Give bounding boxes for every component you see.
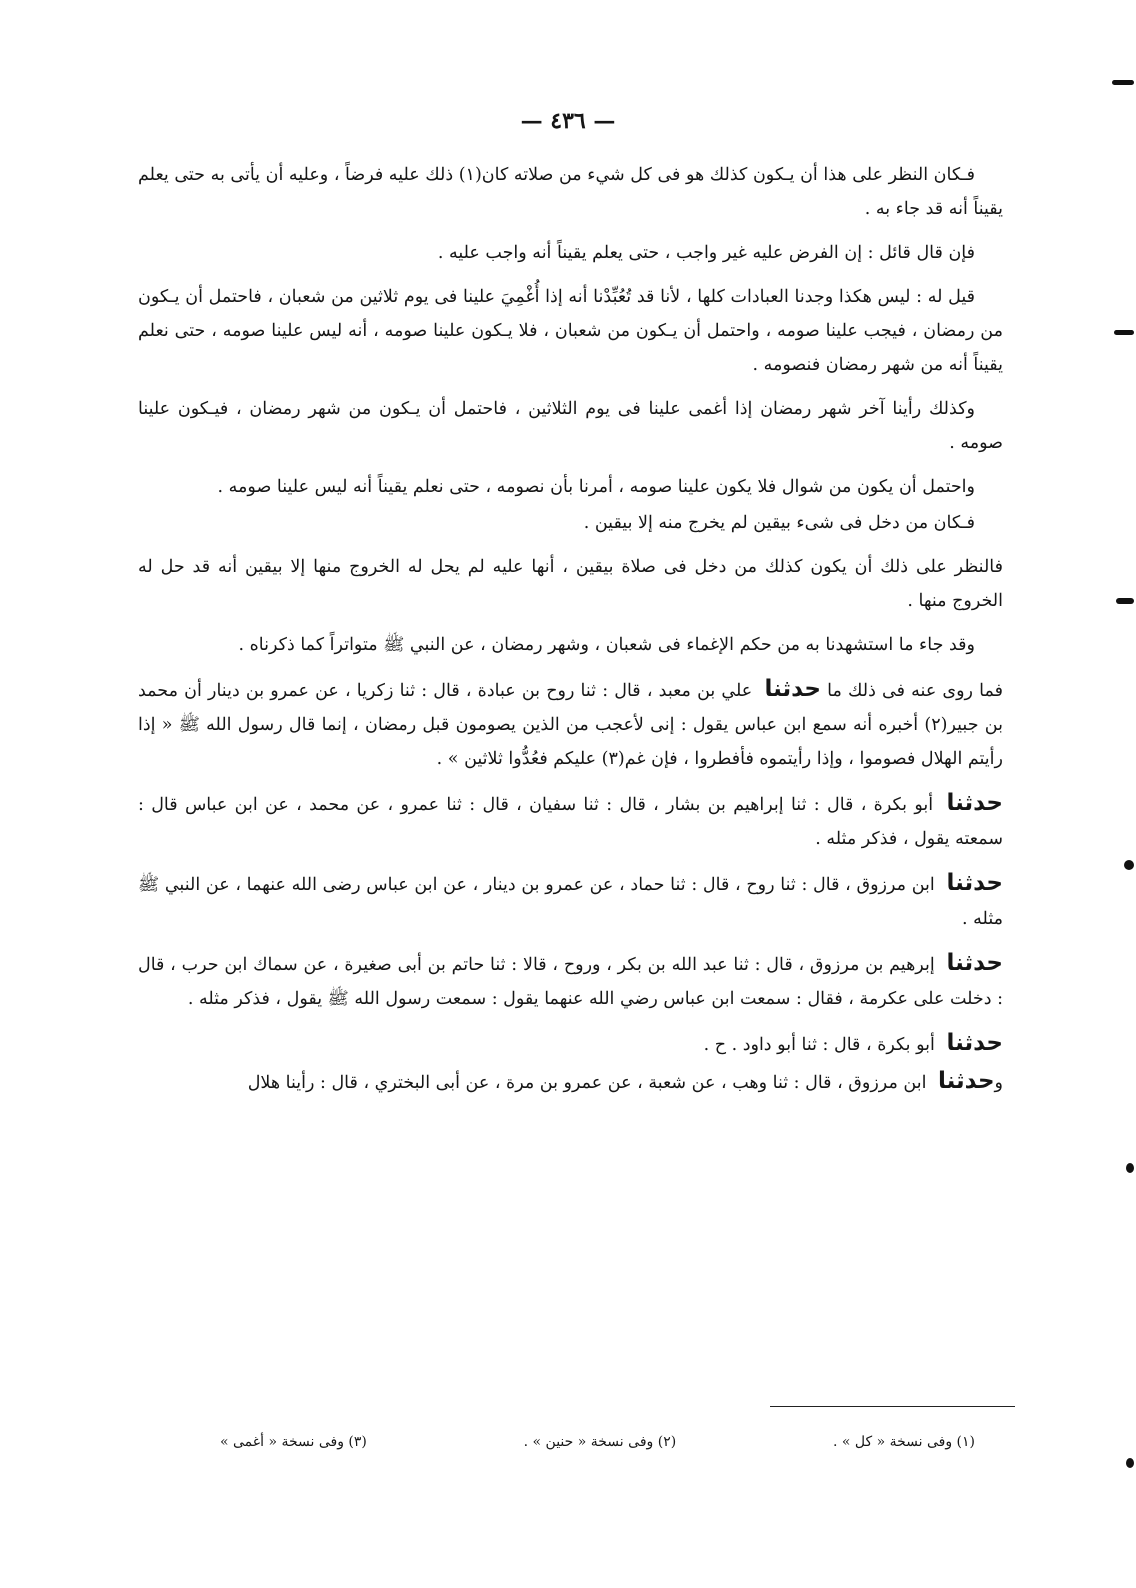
hadith-text: أبو بكرة ، قال : ثنا أبو داود . ح . bbox=[703, 1035, 935, 1055]
hadith-entry bbox=[138, 1026, 1003, 1062]
margin-mark bbox=[1116, 598, 1134, 604]
hadith-entry bbox=[138, 946, 1003, 1016]
paragraph: قيل له : ليس هكذا وجدنا العبادات كلها ، لأنا قد تُعُبِّدْنا أنه إذا أُغْمِيَ علينا فى يوم ثلاثين من شعبان ، فاحتمل أن يـكون من رمضان ، فيجب علينا صومه ، واحتمل أن يـكون من شعبان ، فلا يـكون علينا صومه ، أنه ليس علينا صومه ، حتى نعلم يقيناً أنه من شهر رمضان فنصومه . bbox=[138, 287, 1003, 375]
footnote-divider bbox=[770, 1406, 1015, 1407]
hadith-keyword: حدثنا bbox=[946, 870, 1003, 896]
hadith-keyword: حدثنا bbox=[946, 1030, 1003, 1056]
paragraph: وكذلك رأينا آخر شهر رمضان إذا أغمى علينا فى يوم الثلاثين ، فاحتمل أن يـكون من شهر رمضان ، فيـكون علينا صومه . bbox=[138, 399, 1003, 453]
hadith-entry bbox=[138, 786, 1003, 856]
footnote-1: (١) وفى نسخة « كل » . bbox=[832, 1434, 975, 1450]
hadith-entry bbox=[138, 1064, 1003, 1100]
margin-mark bbox=[1124, 860, 1134, 870]
paragraph: فـكان من دخل فى شىء بيقين لم يخرج منه إلا بيقين . bbox=[583, 513, 975, 533]
hadith-prefix: فما روى عنه فى ذلك ما bbox=[827, 681, 1003, 701]
footnotes bbox=[220, 1434, 975, 1450]
hadith-text: ابن مرزوق ، قال : ثنا روح ، قال : ثنا حماد ، عن عمرو بن دينار ، عن ابن عباس رضى الله عنهما ، عن النبي ﷺ مثله . bbox=[138, 875, 1003, 929]
paragraph: فـكان النظر على هذا أن يـكون كذلك هو فى كل شيء من صلاته كان(١) ذلك عليه فرضاً ، وعليه أن يأتى به حتى يعلم يقيناً أنه قد جاء به . bbox=[138, 165, 1003, 219]
page-number: — ٤٣٦ — bbox=[520, 108, 616, 134]
margin-mark bbox=[1126, 1163, 1134, 1173]
hadith-text: إبرهيم بن مرزوق ، قال : ثنا عبد الله بن بكر ، وروح ، قالا : ثنا حاتم بن أبى صغيرة ، عن سماك ابن حرب ، قال : دخلت على عكرمة ، فقال : سمعت ابن عباس رضي الله عنهما يقول : سمعت رسول الله ﷺ يقول ، فذكر مثله . bbox=[138, 955, 1003, 1009]
hadith-text: ابن مرزوق ، قال : ثنا وهب ، عن شعبة ، عن عمرو بن مرة ، عن أبى البختري ، قال : رأينا هلال bbox=[247, 1073, 927, 1093]
hadith-text: علي بن معبد ، قال : ثنا روح بن عبادة ، قال : ثنا زكريا ، عن عمرو بن دينار أن محمد بن جبير(٢) أخبره أنه سمع ابن عباس يقول : إنى لأعجب من الذين يصومون قبل رمضان ، إنما قال رسول الله ﷺ « إذا رأيتم الهلال فصوموا ، وإذا رأيتموه فأفطروا ، فإن غم(٣) عليكم فعُدُّوا ثلاثين » . bbox=[138, 681, 1003, 769]
paragraph: فإن قال قائل : إن الفرض عليه غير واجب ، حتى يعلم يقيناً أنه واجب عليه . bbox=[437, 243, 975, 263]
hadith-keyword: حدثنا bbox=[946, 950, 1003, 976]
paragraph: وقد جاء ما استشهدنا به من حكم الإغماء فى شعبان ، وشهر رمضان ، عن النبي ﷺ متواتراً كما ذكرناه . bbox=[238, 635, 975, 655]
hadith-text: أبو بكرة ، قال : ثنا إبراهيم بن بشار ، قال : ثنا سفيان ، قال : ثنا عمرو ، عن محمد ، عن ابن عباس قال : سمعته يقول ، فذكر مثله . bbox=[138, 795, 1003, 849]
hadith-keyword: حدثنا bbox=[764, 676, 821, 702]
margin-mark bbox=[1126, 1458, 1134, 1468]
paragraph: واحتمل أن يكون من شوال فلا يكون علينا صومه ، أمرنا بأن نصومه ، حتى نعلم يقيناً أنه ليس علينا صومه . bbox=[217, 477, 975, 497]
margin-mark bbox=[1112, 80, 1134, 85]
margin-mark bbox=[1114, 330, 1134, 335]
hadith-entry bbox=[138, 866, 1003, 936]
footnote-2: (٢) وفى نسخة « حنين » . bbox=[523, 1434, 677, 1450]
footnote-3: (٣) وفى نسخة « أغمى » bbox=[220, 1434, 367, 1450]
hadith-keyword: حدثنا bbox=[946, 790, 1003, 816]
paragraph: فالنظر على ذلك أن يكون كذلك من دخل فى صلاة بيقين ، أنها عليه لم يحل له الخروج منها إلا بيقين أنه قد حل له الخروج منها . bbox=[138, 557, 1003, 611]
main-text bbox=[138, 158, 1003, 1110]
hadith-entry bbox=[138, 672, 1003, 776]
hadith-prefix: و bbox=[994, 1073, 1003, 1093]
hadith-keyword: حدثنا bbox=[938, 1068, 995, 1094]
